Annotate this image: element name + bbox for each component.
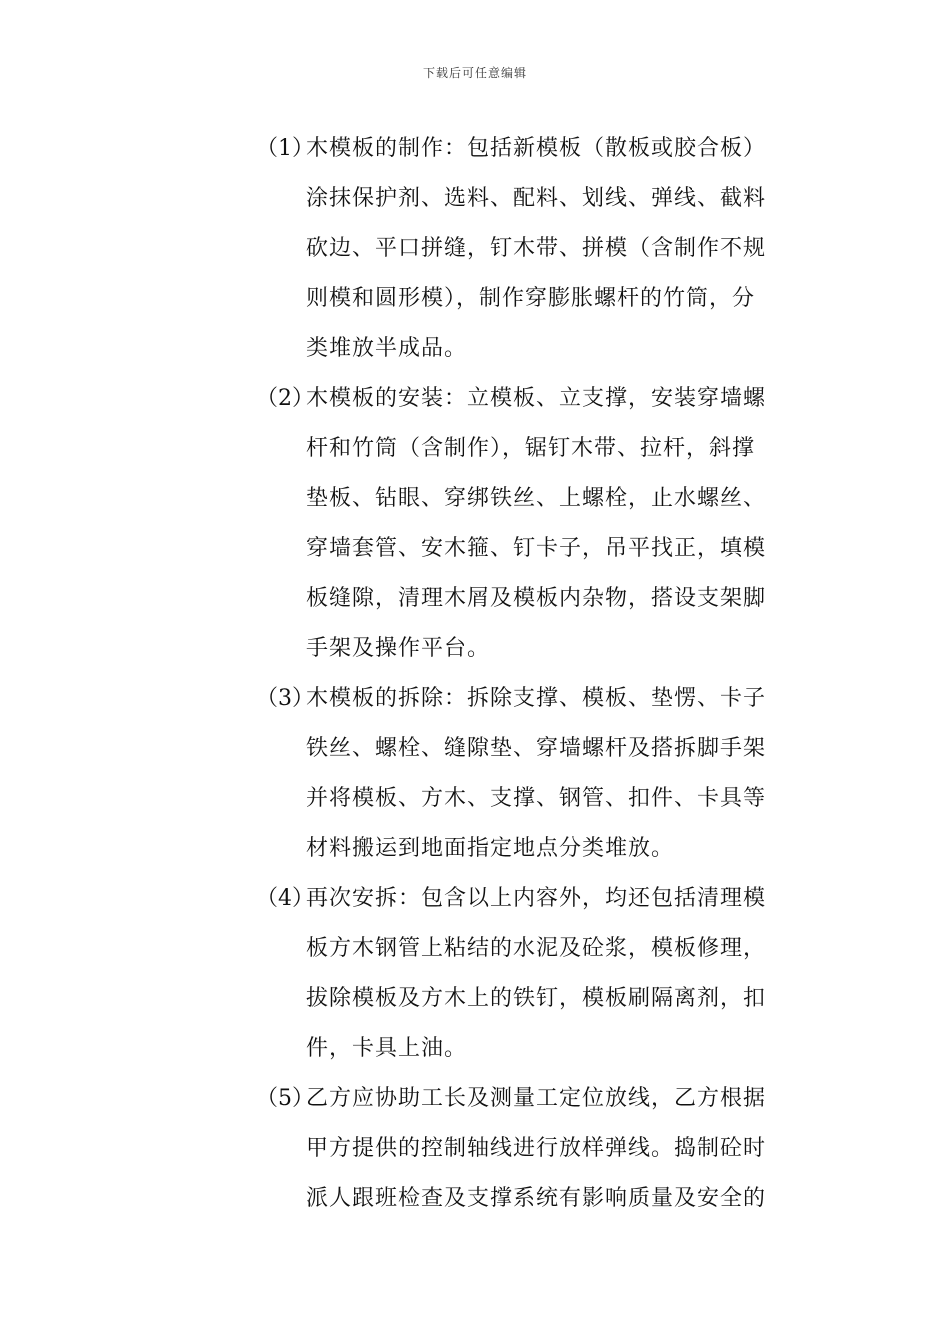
text-line: 板方木钢管上粘结的水泥及砼浆，模板修理，: [306, 936, 767, 961]
item-text: [306, 1074, 816, 1224]
text-line: 砍边、平口拼缝，钉木带、拼模（含制作不规: [306, 236, 767, 261]
list-item: [256, 124, 816, 374]
text-line: 垫板、钻眼、穿绑铁丝、上螺栓，止水螺丝、: [306, 486, 767, 511]
text-line: 木模板的拆除：拆除支撑、模板、垫愣、卡子: [306, 686, 767, 711]
text-line: 板缝隙，清理木屑及模板内杂物，搭设支架脚: [306, 586, 767, 611]
item-text: [306, 674, 816, 874]
text-line: 并将模板、方木、支撑、钢管、扣件、卡具等: [306, 786, 767, 811]
text-line: 再次安拆：包含以上内容外，均还包括清理模: [306, 886, 767, 911]
item-text: [306, 874, 816, 1074]
text-line: 穿墙套管、安木箍、钉卡子，吊平找正，填模: [306, 536, 767, 561]
text-line: 件，卡具上油。: [306, 1036, 468, 1061]
item-number: （2）: [256, 386, 314, 411]
text-line: 甲方提供的控制轴线进行放样弹线。捣制砼时: [306, 1136, 767, 1161]
list-item: [256, 874, 816, 1074]
text-line: 杆和竹筒（含制作），锯钉木带、拉杆，斜撑: [306, 436, 756, 461]
text-line: 木模板的制作：包括新模板（散板或胶合板）: [306, 136, 767, 161]
item-number: （1）: [256, 136, 314, 161]
document-body: [256, 124, 816, 1224]
item-text: [306, 124, 816, 374]
text-line: 铁丝、螺栓、缝隙垫、穿墙螺杆及搭拆脚手架: [306, 736, 767, 761]
item-number: （4）: [256, 886, 314, 911]
text-line: 材料搬运到地面指定地点分类堆放。: [306, 836, 675, 861]
list-item: [256, 1074, 816, 1224]
list-item: [256, 674, 816, 874]
text-line: 拔除模板及方木上的铁钉，模板刷隔离剂，扣: [306, 986, 767, 1011]
item-number: （3）: [256, 686, 314, 711]
text-line: 派人跟班检查及支撑系统有影响质量及安全的: [306, 1186, 767, 1211]
text-line: 则模和圆形模），制作穿膨胀螺杆的竹筒，分: [306, 286, 756, 311]
item-number: （5）: [256, 1086, 314, 1111]
item-text: [306, 374, 816, 674]
text-line: 木模板的安装：立模板、立支撑，安装穿墙螺: [306, 386, 767, 411]
list-item: [256, 374, 816, 674]
text-line: 乙方应协助工长及测量工定位放线，乙方根据: [306, 1086, 767, 1111]
page-header: 下载后可任意编辑: [422, 66, 527, 80]
text-line: 手架及操作平台。: [306, 636, 491, 661]
text-line: 类堆放半成品。: [306, 336, 468, 361]
text-line: 涂抹保护剂、选料、配料、划线、弹线、截料: [306, 186, 767, 211]
